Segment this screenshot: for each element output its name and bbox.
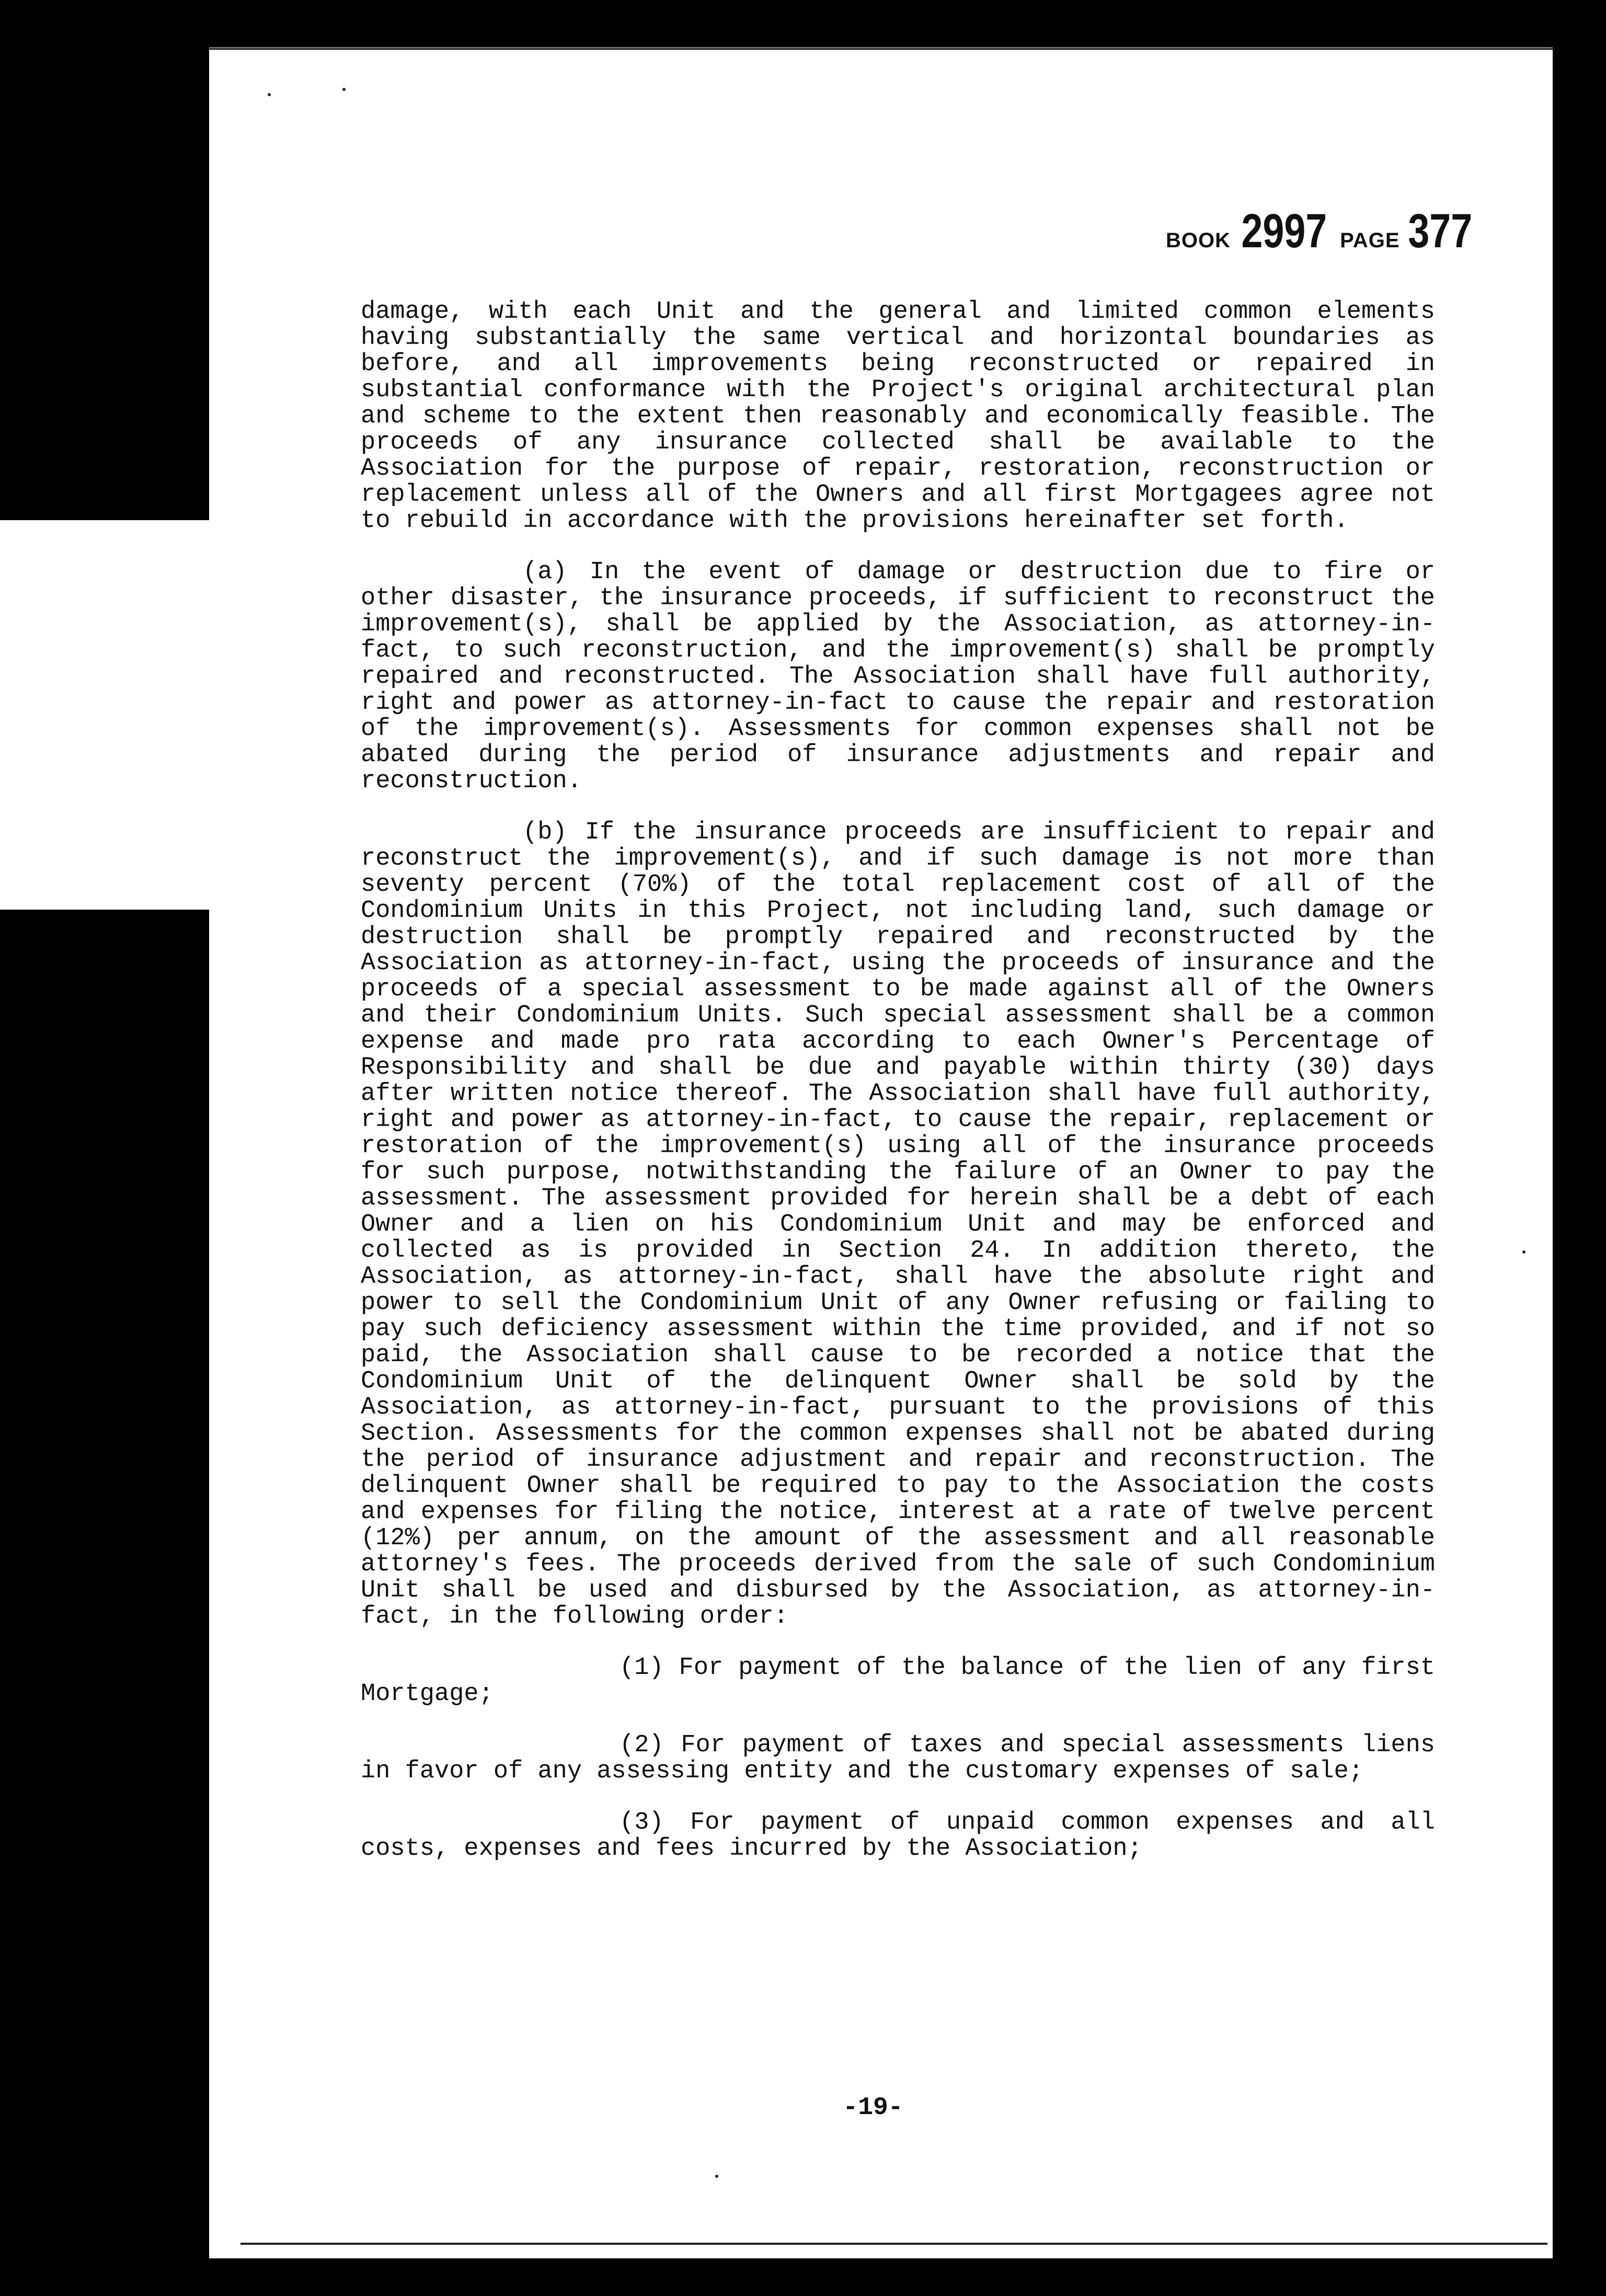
paragraph-item-2: (2) For payment of taxes and special assessments liens in favor of any assessing entity and the customary expenses of sale; — [361, 1731, 1435, 1785]
document-body — [361, 299, 1435, 1887]
book-page-stamp — [1166, 204, 1472, 259]
scan-speck — [342, 88, 346, 91]
page-top-edge — [209, 47, 1553, 49]
paragraph-item-3: (3) For payment of unpaid common expenses and all costs, expenses and fees incurred by the Association; — [361, 1809, 1435, 1863]
scan-border-tab — [0, 520, 212, 910]
paragraph-item-1: (1) For payment of the balance of the lien of any first Mortgage; — [361, 1654, 1435, 1708]
scan-speck — [715, 2175, 718, 2178]
paragraph-intro: damage, with each Unit and the general and limited common elements having substantially the same vertical and horizontal boundaries as before, and all improvements being reconstructed or repaired in substantial conformance with the Project's original architectural plan and scheme to the extent then reasonably and economically feasible. The proceeds of any insurance collected shall be available to the Association for the purpose of repair, restoration, reconstruction or replacement unless all of the Owners and all first Mortgagees agree not to rebuild in accordance with the provisions hereinafter set forth. — [361, 298, 1435, 535]
paragraph-b: (b) If the insurance proceeds are insufficient to repair and reconstruct the improvement(s), and if such damage is not more than seventy percent (70%) of the total replacement cost of all of the Condominium Units in this Project, not including land, such damage or destruction shall be promptly repaired and reconstructed by the Association as attorney-in-fact, using the proceeds of insurance and the proceeds of a special assessment to be made against all of the Owners and their Condominium Units. Such special assessment shall be a common expense and made pro rata according to each Owner's Percentage of Responsibility and shall be due and payable within thirty (30) days after written notice thereof. The Association shall have full authority, right and power as attorney-in-fact, to cause the repair, replacement or restoration of the improvement(s) using all of the insurance proceeds for such purpose, notwithstanding the failure of an Owner to pay the assessment. The assessment provided for herein shall be a debt of each Owner and a lien on his Condominium Unit and may be enforced and collected as is provided in Section 24. In addition thereto, the Association, as attorney-in-fact, shall have the absolute right and power to sell the Condominium Unit of any Owner refusing or failing to pay such deficiency assessment within the time provided, and if not so paid, the Association shall cause to be recorded a notice that the Condominium Unit of the delinquent Owner shall be sold by the Association, as attorney-in-fact, pursuant to the provisions of this Section. Assessments for the common expenses shall not be abated during the period of insurance adjustment and repair and reconstruction. The delinquent Owner shall be required to pay to the Association the costs and expenses for filing the notice, interest at a rate of twelve percent (12%) per annum, on the amount of the assessment and all reasonable attorney's fees. The proceeds derived from the sale of such Condominium Unit shall be used and disbursed by the Association, as attorney-in-fact, in the following order: — [361, 819, 1435, 1631]
page-ref: 377 — [1407, 204, 1472, 258]
page-number: -19- — [843, 2094, 903, 2122]
book-number: 2997 — [1241, 204, 1327, 258]
book-label: BOOK — [1166, 229, 1231, 252]
scan-speck — [268, 93, 271, 96]
page-label: PAGE — [1340, 229, 1400, 252]
page-bottom-edge — [240, 2243, 1547, 2245]
scan-speck — [1522, 1250, 1525, 1254]
paragraph-a: (a) In the event of damage or destruction due to fire or other disaster, the insurance proceeds, if sufficient to reconstruct the improvement(s), shall be applied by the Association, as attorney-in-fact, to such reconstruction, and the improvement(s) shall be promptly repaired and reconstructed. The Association shall have full authority, right and power as attorney-in-fact to cause the repair and restoration of the improvement(s). Assessments for common expenses shall not be abated during the period of insurance adjustments and repair and reconstruction. — [361, 558, 1435, 795]
